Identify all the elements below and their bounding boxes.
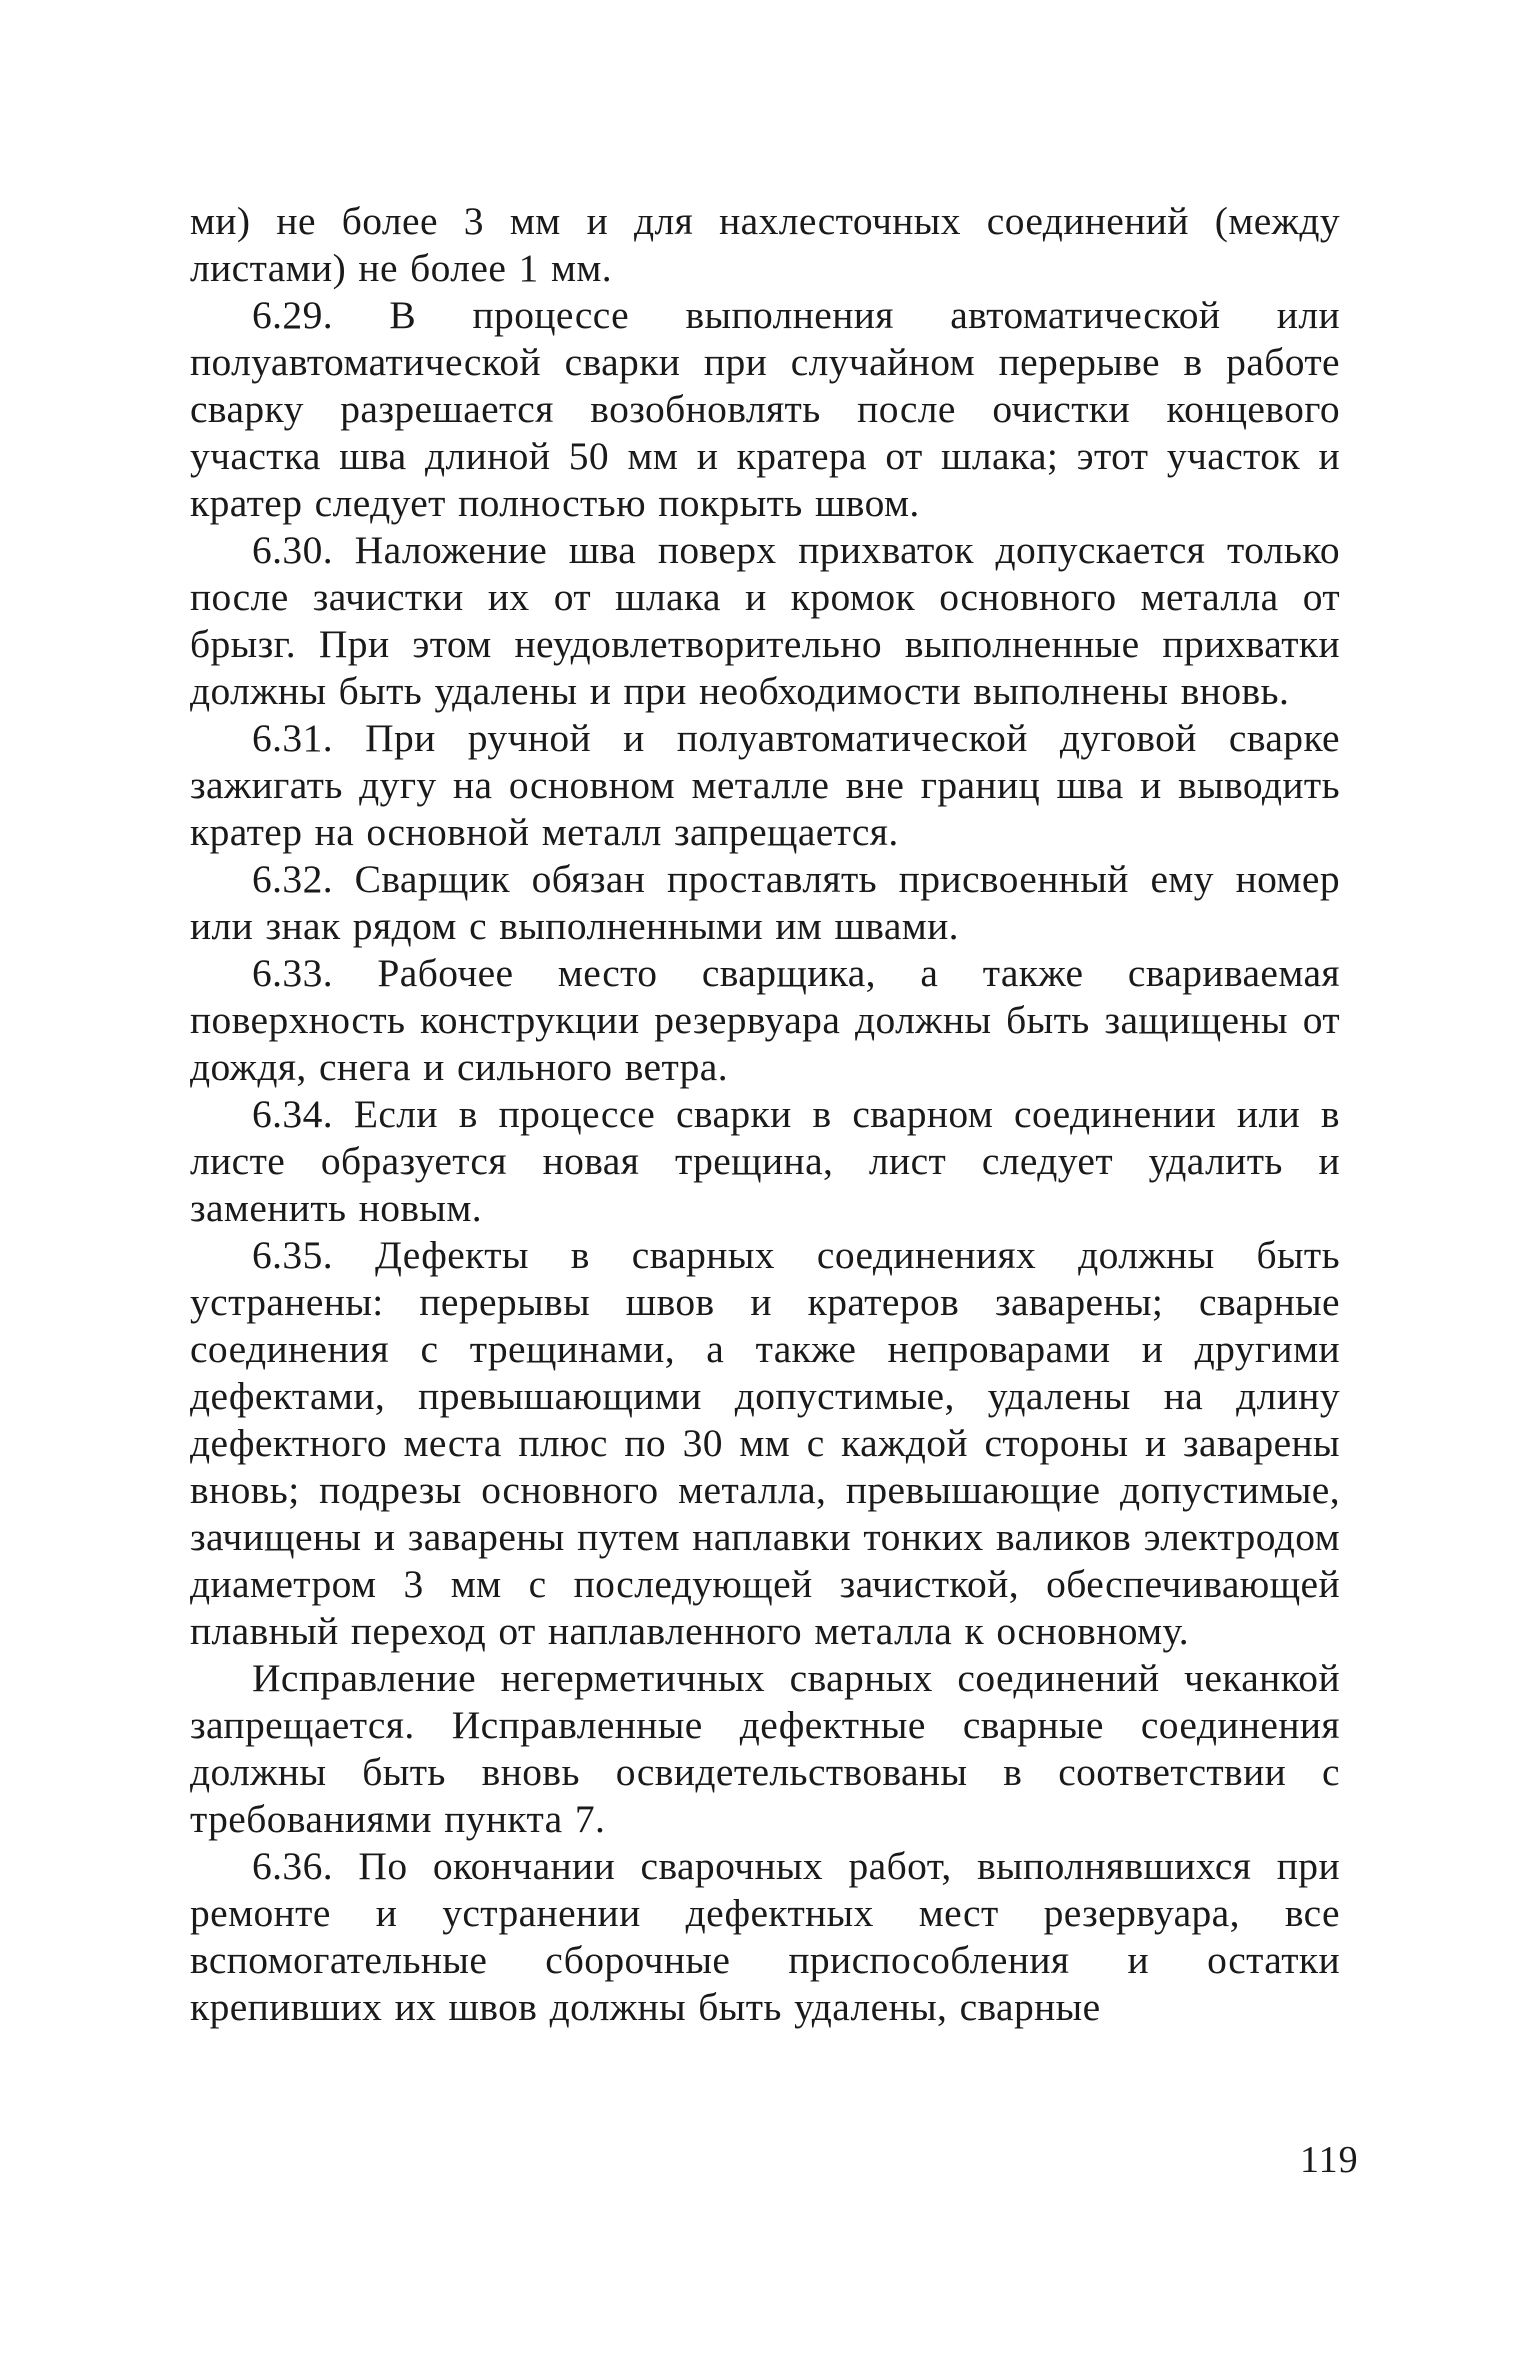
paragraph-6-29: 6.29. В процессе выполнения автоматической или полуавтоматической сварки при случайном перерыве в работе сварку разрешается возобновлять после очистки концевого участка шва длиной 50 мм и кратера от шлака; этот участок и кратер следует полностью покрыть швом. — [190, 293, 1340, 525]
paragraph-6-31: 6.31. При ручной и полуавтоматической дуговой сварке зажигать дугу на основном металле вне границ шва и выводить кратер на основной металл запрещается. — [190, 716, 1340, 854]
paragraph-6-34: 6.34. Если в процессе сварки в сварном соединении или в листе образуется новая трещина, лист следует удалить и заменить новым. — [190, 1092, 1340, 1230]
paragraph-6-32: 6.32. Сварщик обязан проставлять присвоенный ему номер или знак рядом с выполненными им швами. — [190, 857, 1340, 948]
paragraph-6-35-continuation: Исправление негерметичных сварных соединений чеканкой запрещается. Исправленные дефектные сварные соединения должны быть вновь освидетельствованы в соответствии с требованиями пункта 7. — [190, 1656, 1340, 1841]
paragraph-6-33: 6.33. Рабочее место сварщика, а также свариваемая поверхность конструкции резервуара должны быть защищены от дождя, снега и сильного ветра. — [190, 951, 1340, 1089]
paragraph-6-36: 6.36. По окончании сварочных работ, выполнявшихся при ремонте и устранении дефектных мест резервуара, все вспомогательные сборочные приспособления и остатки крепивших их швов должны быть удалены, сварные — [190, 1844, 1340, 2029]
paragraph-6-35: 6.35. Дефекты в сварных соединениях должны быть устранены: перерывы швов и кратеров заварены; сварные соединения с трещинами, а также непроварами и другими дефектами, превышающими допустимые, удалены на длину дефектного места плюс по 30 мм с каждой стороны и заварены вновь; подрезы основного металла, превышающие допустимые, зачищены и заварены путем наплавки тонких валиков электродом диаметром 3 мм с последующей зачисткой, обеспечивающей плавный переход от наплавленного металла к основному. — [190, 1233, 1340, 1653]
paragraph-6-30: 6.30. Наложение шва поверх прихваток допускается только после зачистки их от шлака и кромок основного металла от брызг. При этом неудовлетворительно выполненные прихватки должны быть удалены и при необходимости выполнены вновь. — [190, 528, 1340, 713]
paragraph-continued: ми) не более 3 мм и для нахлесточных соединений (между листами) не более 1 мм. — [190, 199, 1340, 290]
page-body — [190, 198, 1340, 2031]
page-number: 119 — [1300, 2139, 1359, 2181]
